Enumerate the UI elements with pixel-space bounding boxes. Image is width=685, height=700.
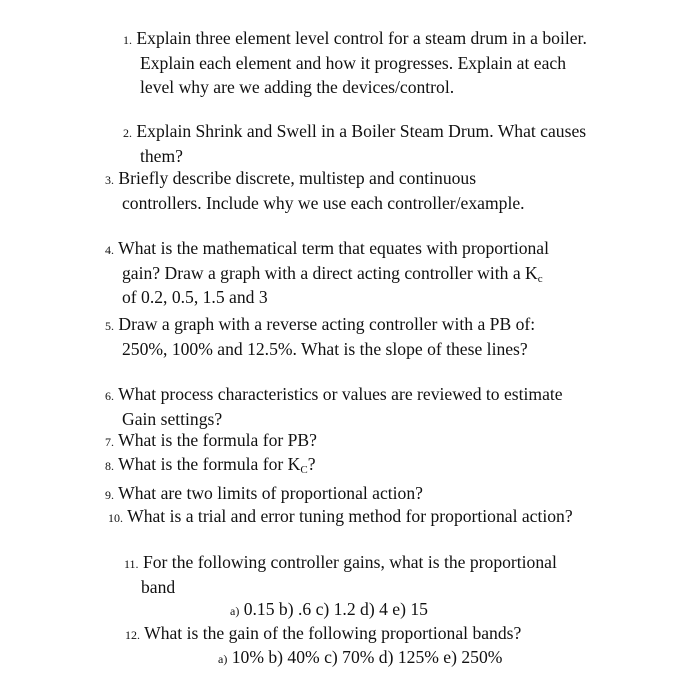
question-number: 4. — [105, 243, 114, 257]
question-number: 10. — [108, 511, 123, 525]
question-3 — [105, 167, 542, 216]
question-text: What is the formula for PB? — [118, 430, 317, 450]
question-text: What process characteristics or values are reviewed to estimate Gain settings? — [118, 384, 563, 430]
question-4 — [105, 237, 560, 309]
question-number: 2. — [123, 126, 132, 140]
question-text: Explain Shrink and Swell in a Boiler Steam Drum. What causes them? — [136, 121, 587, 167]
option-label: a) — [230, 604, 240, 618]
question-2 — [123, 120, 590, 169]
question-text: What is the formula for K — [118, 454, 301, 474]
question-7 — [105, 429, 572, 454]
question-11 — [124, 551, 561, 600]
question-number: 3. — [105, 173, 114, 187]
question-6 — [105, 383, 572, 432]
question-1 — [123, 27, 590, 99]
question-number: 8. — [105, 459, 114, 473]
question-text-cont: of 0.2, 0.5, 1.5 and 3 — [122, 286, 268, 307]
question-text: What is the mathematical term that equates with proportional gain? Draw a graph with a direct acting controller with a K — [118, 238, 550, 284]
question-text-cont: ? — [307, 454, 316, 474]
question-12 — [125, 622, 602, 647]
question-number: 5. — [105, 319, 114, 333]
question-5 — [105, 313, 572, 362]
subscript: c — [537, 273, 543, 286]
question-9 — [105, 482, 572, 507]
question-text: What are two limits of proportional action? — [118, 483, 423, 503]
options-text: 0.15 b) .6 c) 1.2 d) 4 e) 15 — [243, 599, 428, 619]
question-number: 7. — [105, 435, 114, 449]
option-label: a) — [218, 652, 228, 666]
question-text: Briefly describe discrete, multistep and continuous controllers. Include why we use each controller/example. — [118, 168, 525, 214]
question-number: 6. — [105, 389, 114, 403]
question-number: 1. — [123, 33, 132, 47]
question-text: Explain three element level control for a steam drum in a boiler. Explain each element and how it progresses. Explain at each level why are we adding the devices/control. — [136, 28, 587, 97]
question-text: Draw a graph with a reverse acting controller with a PB of: 250%, 100% and 12.5%. What is the slope of these lines? — [118, 314, 536, 360]
question-8 — [105, 453, 572, 478]
question-number: 11. — [124, 557, 139, 571]
question-12-options — [218, 646, 502, 671]
question-text: For the following controller gains, what is the proportional band — [141, 552, 557, 598]
question-text: What is the gain of the following proportional bands? — [144, 623, 522, 643]
options-text: 10% b) 40% c) 70% d) 125% e) 250% — [231, 647, 503, 667]
question-10 — [108, 505, 590, 530]
question-number: 9. — [105, 488, 114, 502]
question-11-options — [230, 598, 428, 623]
question-number: 12. — [125, 628, 140, 642]
subscript: C — [300, 464, 308, 476]
question-text: What is a trial and error tuning method for proportional action? — [127, 506, 573, 526]
